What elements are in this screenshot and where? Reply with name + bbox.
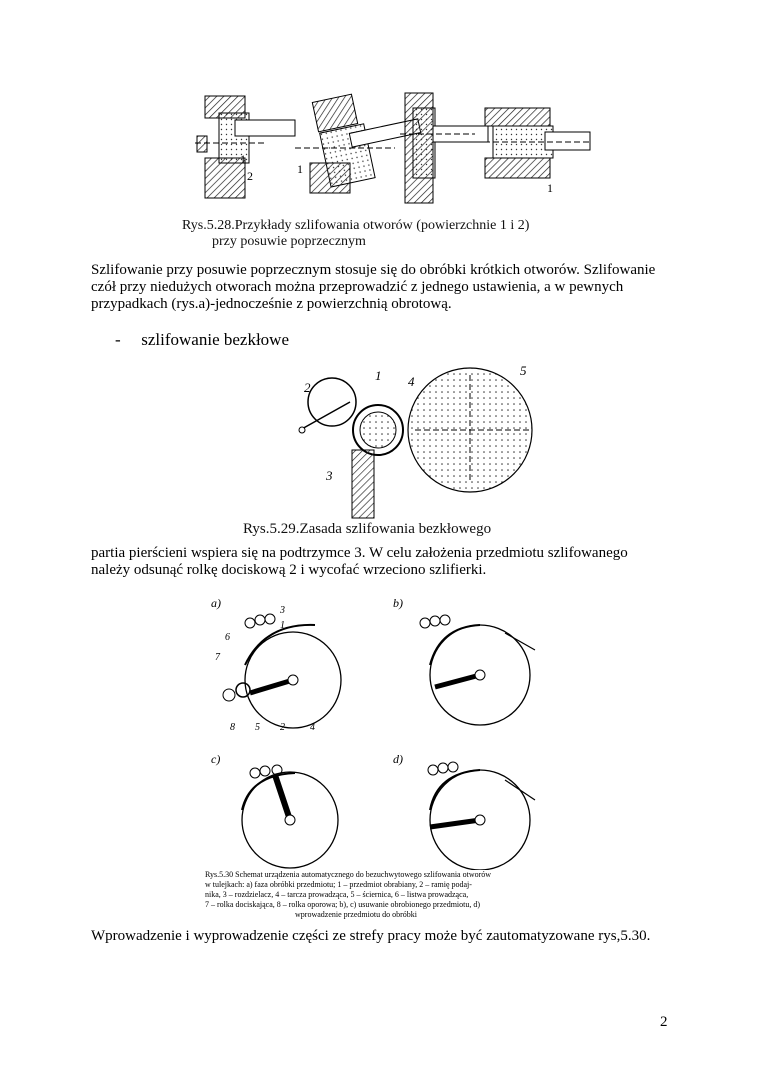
figure3-caption-line: Rys.5.30 Schemat urządzenia automatycznego do bezuchwytowego szlifowania otworów [205, 870, 492, 879]
figure3-caption-line: wprowadzenie przedmiotu do obróbki [295, 910, 417, 919]
part-label-8: 8 [230, 722, 235, 733]
label-1a: 1 [240, 152, 246, 166]
paragraph1-line: Szlifowanie przy posuwie poprzecznym stosuje się do obróbki krótkich otworów. Szlifowanie [91, 262, 656, 278]
figure-5-29-caption: Rys.5.29.Zasada szlifowania bezkłowego [243, 521, 492, 537]
paragraph-automation [91, 928, 681, 945]
figure-5-29-drawing [290, 360, 565, 520]
label-3: 3 [326, 468, 333, 483]
figure3-caption-line: 7 – rolka dociskająca, 8 – rolka oporowa; b), c) usuwanie obrobionego przedmiotu, d) [205, 900, 481, 909]
figure-5-28-drawing [175, 88, 595, 218]
paragraph-support-rest [91, 545, 681, 579]
label-2a: 2 [247, 169, 253, 183]
panel-a [223, 614, 341, 728]
part-label-1: 1 [280, 620, 285, 631]
workpiece [360, 412, 396, 448]
label-1d: 1 [547, 181, 553, 195]
sketch-d [475, 108, 590, 178]
paragraph2-line: partia pierścieni wspiera się na podtrzymce 3. W celu założenia przedmiotu szlifowanego [91, 545, 628, 561]
figure-5-30-drawing [205, 595, 550, 870]
support-rest [352, 450, 374, 518]
figure-5-30-caption [205, 870, 565, 920]
paragraph3-text: Wprowadzenie i wyprowadzenie części ze strefy pracy może być zautomatyzowane rys,5.30. [91, 928, 651, 944]
label-5: 5 [520, 363, 527, 378]
caption-line-1: Rys.5.28.Przykłady szlifowania otworów (powierzchnie 1 i 2) [182, 218, 530, 233]
caption-line-2: przy posuwie poprzecznym [212, 234, 366, 249]
sketch-b [295, 94, 421, 193]
bullet-centerless [115, 330, 289, 350]
panel-c [242, 765, 338, 868]
panel-d [428, 762, 535, 870]
panel-b [420, 615, 535, 725]
sketch-c [400, 93, 488, 203]
bullet-dash: - [115, 330, 121, 349]
paragraph1-line: czół przy niedużych otworach można przeprowadzić z jednego ustawienia, a w pewnych [91, 279, 624, 295]
paragraph2-line: należy odsunąć rolkę dociskową 2 i wycofać wrzeciono szlifierki. [91, 562, 487, 578]
bullet-text: szlifowanie bezkłowe [141, 330, 289, 349]
part-label-2: 2 [280, 722, 285, 733]
label-1b: 1 [297, 162, 303, 176]
part-label-4: 4 [310, 722, 315, 733]
figure3-caption-line: w tulejkach: a) faza obróbki przedmiotu; 1 – przedmiot obrabiany, 2 – ramię podaj- [205, 880, 472, 889]
page-number: 2 [660, 1014, 668, 1030]
figure3-caption-line: nika, 3 – rozdzielacz, 4 – tarcza prowadząca, 5 – ściernica, 6 – listwa prowadząca, [205, 890, 469, 899]
part-label-6: 6 [225, 632, 230, 643]
label-2: 2 [304, 380, 311, 395]
part-label-5: 5 [255, 722, 260, 733]
part-label-7: 7 [215, 652, 220, 663]
panel-label-a: a) [211, 596, 221, 610]
panel-label-d: d) [393, 752, 403, 766]
part-label-3: 3 [280, 605, 285, 616]
panel-label-b: b) [393, 596, 403, 610]
label-1: 1 [375, 368, 382, 383]
paragraph1-line: przypadkach (rys.a)-jednocześnie z powierzchnią obrotową. [91, 296, 452, 312]
paragraph-transverse-feed [91, 262, 681, 313]
label-4: 4 [408, 374, 415, 389]
panel-label-c: c) [211, 752, 221, 766]
figure-5-28-caption [182, 218, 529, 250]
sketch-a [195, 96, 295, 198]
